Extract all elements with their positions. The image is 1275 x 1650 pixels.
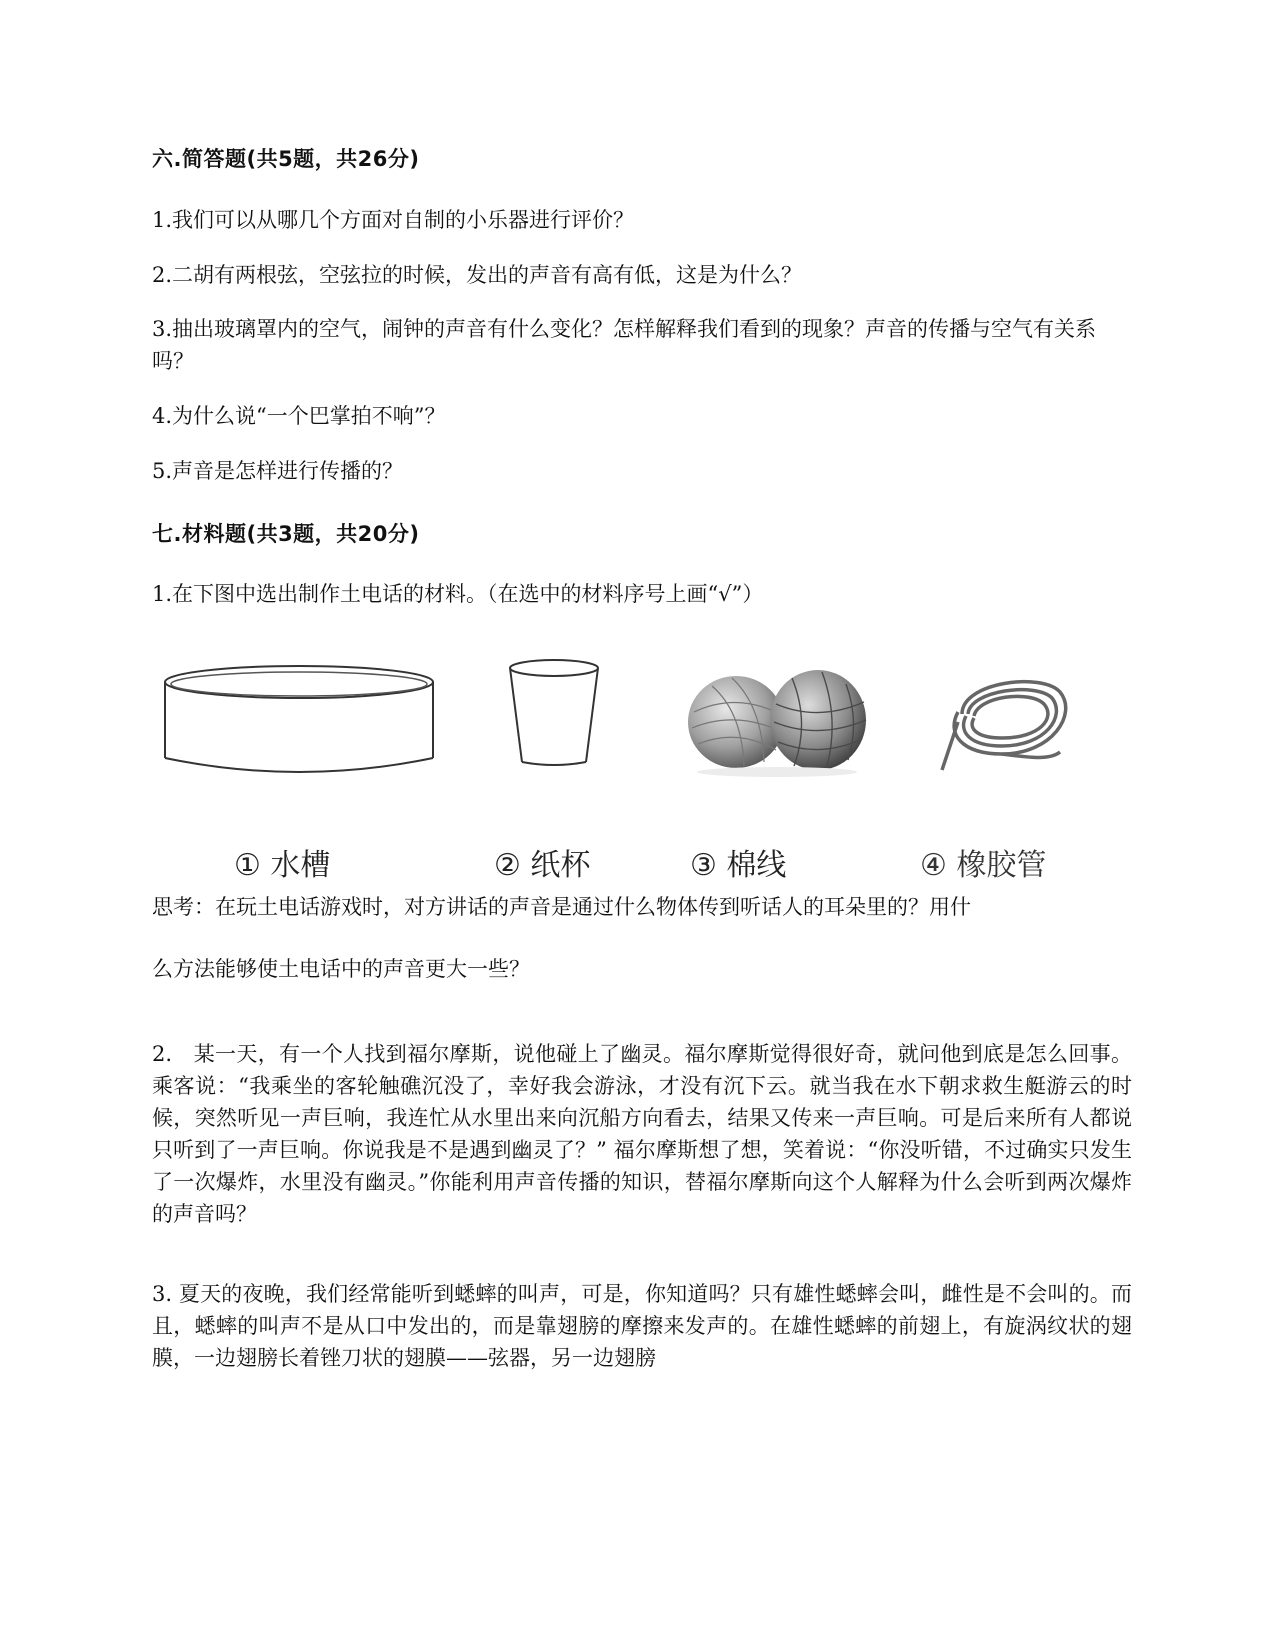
question-6-4: 4.为什么说“一个巴掌拍不响”？: [152, 404, 446, 428]
question-7-2: 2. 某一天，有一个人找到福尔摩斯，说他碰上了幽灵。福尔摩斯觉得很好奇，就问他到底是怎么回事。乘客说：“我乘坐的客轮触礁沉没了，幸好我会游泳，才没有沉下云。就当我在水下朝求救生艇游云的时候，突然听见一声巨响，我连忙从水里出来向沉船方向看去，结果又传来一声巨响。可是后来所有人都说只听到了一声巨响。你说我是不是遇到幽灵了？” 福尔摩斯想了想，笑着说：“你没听错，不过确实只发生了一次爆炸，水里没有幽灵。”你能利用声音传播的知识，替福尔摩斯向这个人解释为什么会听到两次爆炸的声音吗？: [152, 1042, 1132, 1226]
label-water-tank: ① 水槽: [234, 848, 331, 883]
question-7-1: 1.在下图中选出制作土电话的材料。（在选中的材料序号上画“√”）: [152, 582, 764, 606]
think-line-1: 思考：在玩土电话游戏时，对方讲话的声音是通过什么物体传到听话人的耳朵里的？用什: [152, 895, 971, 919]
question-7-3: 3. 夏天的夜晚，我们经常能听到蟋蟀的叫声，可是，你知道吗？只有雄性蟋蟀会叫，雌性是不会叫的。而且，蟋蟀的叫声不是从口中发出的，而是靠翅膀的摩擦来发声的。在雄性蟋蟀的前翅上，有旋涡纹状的翅膜，一边翅膀长着锉刀状的翅膜——弦器，另一边翅膀: [152, 1282, 1132, 1370]
paper-cup-image: [507, 656, 607, 776]
question-6-2: 2.二胡有两根弦，空弦拉的时候，发出的声音有高有低，这是为什么？: [152, 263, 803, 287]
question-6-3: 3.抽出玻璃罩内的空气，闹钟的声音有什么变化？怎样解释我们看到的现象？声音的传播与空气有关系吗？: [152, 317, 1097, 373]
water-tank-image: [162, 662, 442, 782]
think-line-2: 么方法能够使土电话中的声音更大一些？: [152, 957, 530, 981]
label-rubber-hose: ④ 橡胶管: [920, 848, 1047, 883]
materials-figure: [162, 662, 1122, 882]
question-6-1: 1.我们可以从哪几个方面对自制的小乐器进行评价？: [152, 208, 635, 232]
label-paper-cup: ② 纸杯: [494, 848, 591, 883]
question-6-5: 5.声音是怎样进行传播的？: [152, 459, 404, 483]
rubber-hose-image: [932, 662, 1082, 782]
cotton-thread-image: [682, 662, 872, 782]
section-7-heading: 七.材料题(共3题，共20分): [152, 522, 420, 546]
label-cotton-thread: ③ 棉线: [690, 848, 787, 883]
section-6-heading: 六.简答题(共5题，共26分): [152, 147, 420, 171]
